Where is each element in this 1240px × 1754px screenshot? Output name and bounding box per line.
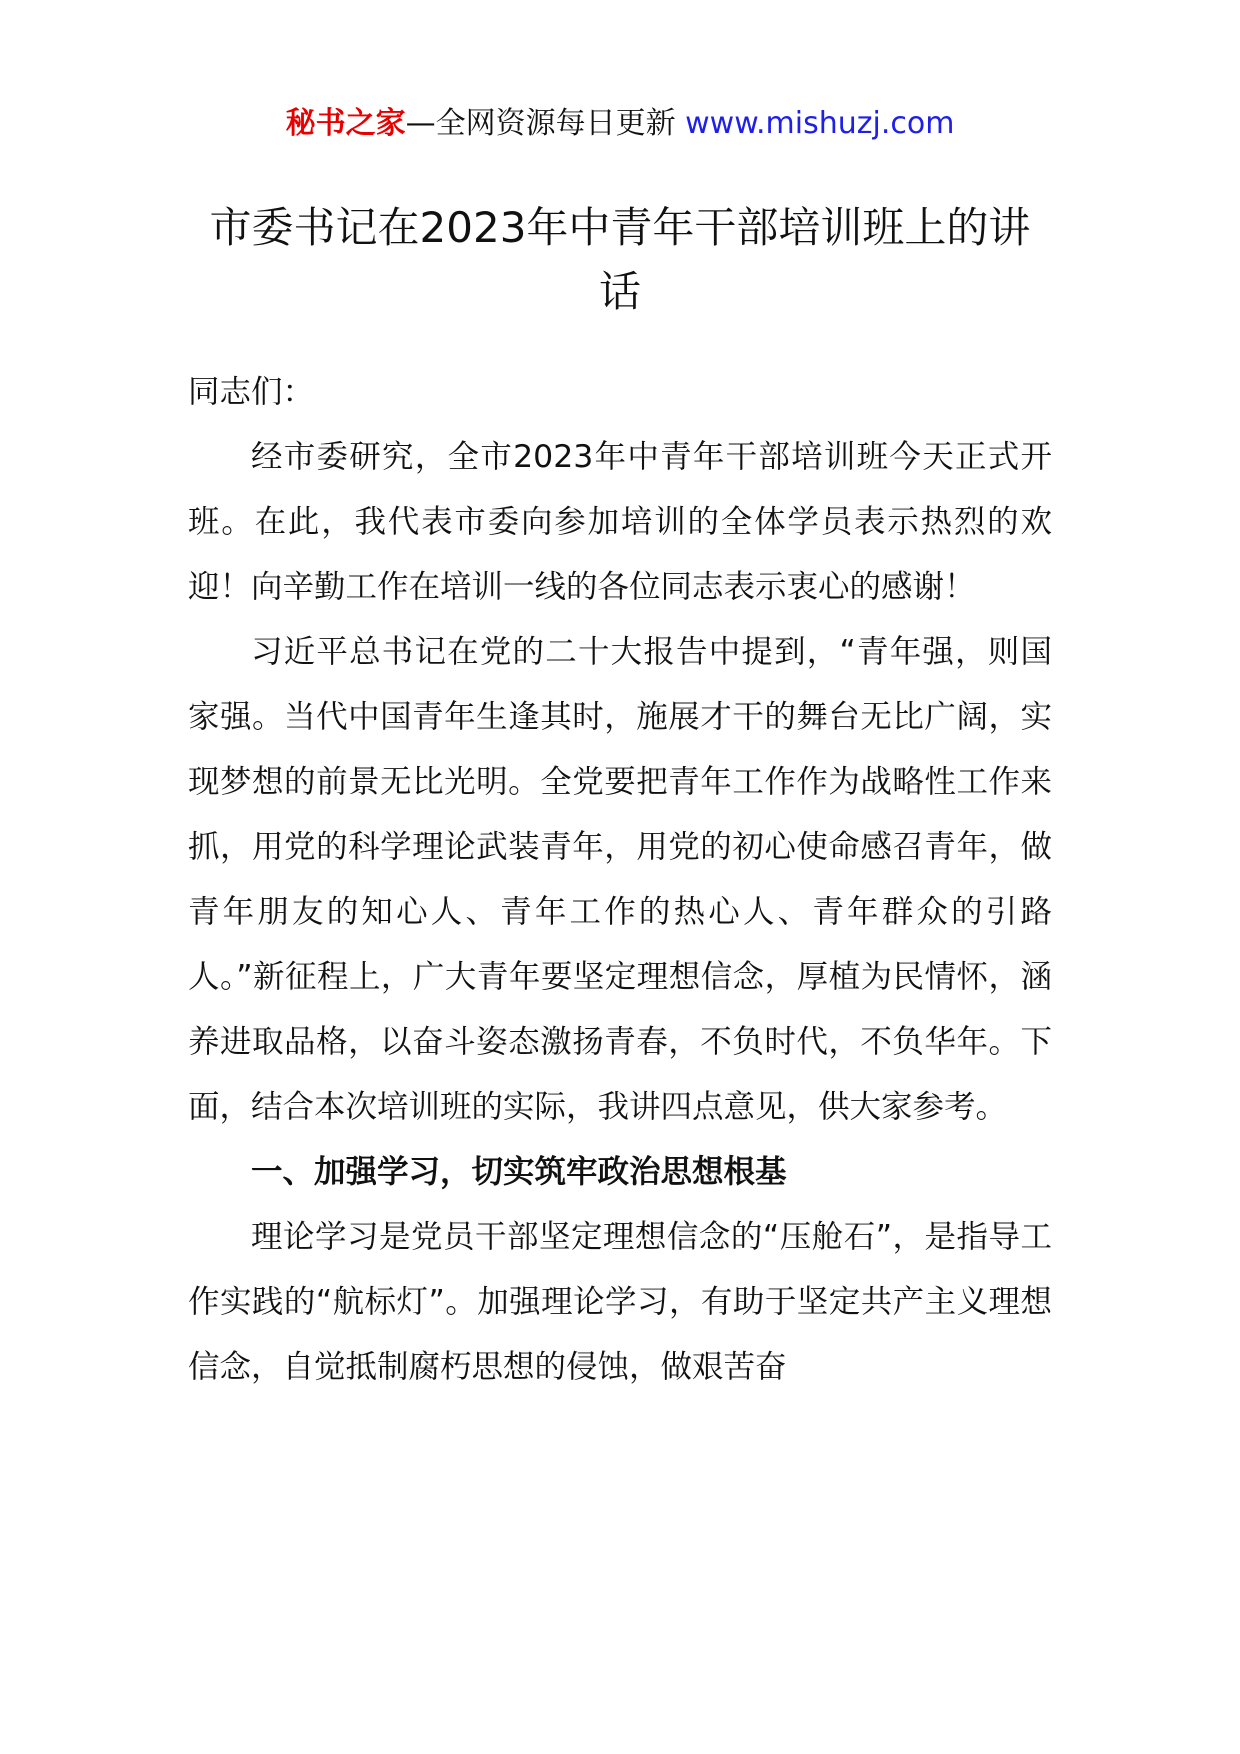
paragraph-quote: 习近平总书记在党的二十大报告中提到，“青年强，则国家强。当代中国青年生逢其时，施展才干的舞台无比广阔，实现梦想的前景无比光明。全党要把青年工作作为战略性工作来抓，用党的科学理论武装青年，用党的初心使命感召青年，做青年朋友的知心人、青年工作的热心人、青年群众的引路人。”新征程上，广大青年要坚定理想信念，厚植为民情怀，涵养进取品格，以奋斗姿态激扬青春，不负时代，不负华年。下面，结合本次培训班的实际，我讲四点意见，供大家参考。 (188, 634, 1052, 1125)
document-title: 市委书记在2023年中青年干部培训班上的讲话 (209, 203, 1031, 316)
banner-tagline: —全网资源每日更新 (405, 106, 676, 141)
salutation: 同志们： (188, 374, 315, 410)
paragraph-opening: 经市委研究，全市2023年中青年干部培训班今天正式开班。在此，我代表市委向参加培训的全体学员表示热烈的欢迎！向辛勤工作在培训一线的各位同志表示衷心的感谢！ (188, 439, 1052, 605)
site-banner (0, 102, 1240, 146)
banner-url-link[interactable]: www.mishuzj.com (685, 106, 955, 141)
section-heading: 一、加强学习，切实筑牢政治思想根基 (251, 1154, 787, 1190)
paragraph-section-one: 理论学习是党员干部坚定理想信念的“压舱石”，是指导工作实践的“航标灯”。加强理论学习，有助于坚定共产主义理想信念，自觉抵制腐朽思想的侵蚀，做艰苦奋 (188, 1219, 1052, 1385)
banner-brand: 秘书之家 (285, 106, 406, 141)
document-body (188, 360, 1052, 1400)
